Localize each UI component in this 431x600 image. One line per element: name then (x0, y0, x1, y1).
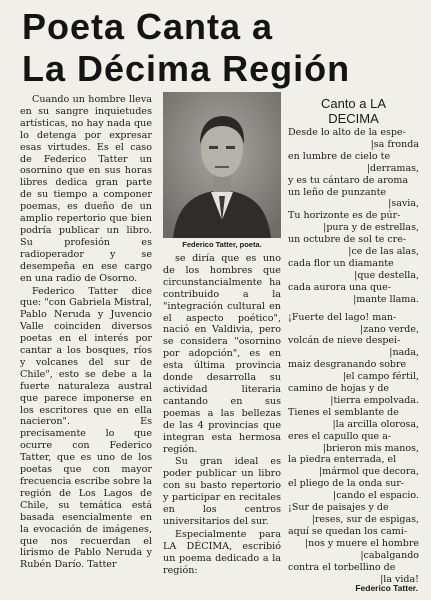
headline (22, 6, 422, 90)
poem-line: |ce de las alas, (348, 246, 419, 258)
poem-line: |reses, sur de espigas, (311, 514, 419, 525)
poem-title-line-1: Canto a LA (320, 96, 387, 111)
poem-line: un leño de punzante (288, 186, 387, 198)
poem-line: eres el capullo que a- (288, 430, 392, 442)
poem-line: el pliego de la onda sur- (288, 478, 405, 490)
poem-line: |la vida! (380, 573, 419, 585)
poem-line: y es tu cántaro de aroma (288, 174, 409, 186)
poem-line: |que destella, (354, 269, 419, 281)
headline-line-2: La Décima Región (22, 48, 351, 89)
article-paragraph: Su gran ideal es poder publicar un libro con su basto repertorio y participar en recitales en los centros universitarios del sur. (163, 456, 281, 527)
poem-line: |zano verde, (360, 323, 419, 335)
poem-body (288, 127, 419, 585)
poem-line: ¡Fuerte del lago! man- (288, 311, 397, 323)
poem-line: Tu horizonte es de púr- (288, 210, 401, 222)
poem-line: |tierra empolvada. (330, 394, 419, 406)
article-paragraph: se diría que es uno de los hombres que circunstancialmente ha contribuido a la "integración cultural en el aspecto poético", nació en Valdivia, pero se considera "osornino por adopción", es en esta última provincia donde desarrolla su actividad literaria cantando en sus poemas a las bellezas de las 4 provincias que integran esta hermosa región. (163, 253, 281, 455)
portrait-photo (163, 92, 281, 238)
article-column-1 (20, 94, 152, 571)
poem-line: Tienes el semblante de (288, 406, 399, 418)
poem-line: maiz desgranando sobre (288, 359, 407, 371)
poem-line: |la arcilla olorosa, (332, 418, 419, 430)
poem-line: |savia, (388, 198, 419, 210)
poem-line: |brieron mis manos, (322, 442, 419, 454)
poem-line: |sa fronda (370, 138, 419, 150)
poem-line: |cabalgando (360, 549, 419, 561)
poem-line: contra el torbellino de (288, 561, 396, 573)
poem-line: camino de hojas y de (288, 383, 390, 395)
poem-line: volcán de nieve despei- (288, 335, 401, 347)
article-paragraph: Federico Tatter dice que: "con Gabriela Mistral, Pablo Neruda y Juvencio Valle coinciden diversos poetas en el interés por cantar a los bosques, ríos y volcanes del sur de Chile", esto se debe a la fuerte naturaleza austral que parece imponerse en los escritores que en ella nacieron". Es precisamente lo que ocurre con Federico Tatter, que es uno de los poetas que con mayor frecuencia escribe sobre la región de Los Lagos de Chile, su temática está basada esencialmente en la evocación de imágenes, que nos recuerdan el lirismo de Pablo Neruda y Rubén Darío. Tatter (20, 285, 152, 571)
poem-line: un octubre de sol te cre- (288, 234, 407, 246)
poem-line: |derramas, (366, 162, 419, 174)
poem-line: |cando el espacio. (333, 490, 419, 502)
poem-line: en lumbre de cielo te (288, 150, 391, 162)
poem-line: |nada, (389, 347, 419, 359)
poem-line: cada aurora una que- (288, 281, 391, 293)
poem-line: |pura y de estrellas, (323, 222, 419, 234)
poem-line: |el campo fértil, (342, 371, 419, 383)
article-column-2 (163, 253, 281, 576)
portrait-image (163, 92, 281, 238)
poem-title-line-2: DECIMA (328, 111, 379, 126)
poem-line: Desde lo alto de la espe- (288, 127, 406, 138)
article-paragraph: Especialmente para LA DÉCIMA, escribió un poema dedicado a la región: (163, 528, 281, 576)
poem-line: aquí se quedan los cami- (288, 525, 408, 537)
poem-line: |mármol que decora, (318, 466, 419, 478)
poem-line: |mante llama. (353, 293, 419, 305)
headline-line-1: Poeta Canta a (22, 6, 274, 47)
poem-signature: Federico Tatter. (355, 583, 418, 593)
poem-line: cada flor un diamante (288, 257, 394, 269)
poem-title (286, 96, 421, 126)
photo-caption: Federico Tatter, poeta. (182, 240, 262, 249)
poem-line: ¡Sur de paisajes y de (288, 502, 389, 514)
poem-line: la piedra enterrada, el (288, 454, 397, 466)
article-paragraph: Cuando un hombre lleva en su sangre inquietudes artísticas, no hay nada que lo detenga por expresar esas virtudes. Es el caso de Federico Tatter un osornino que en sus horas libres dedica gran parte de su tiempo a componer poemas, es dueño de un amplio repertorio que bien podría publicar un libro. Su profesión es radioperador y se desempeña en ese cargo en una radio de Osorno. (20, 94, 152, 284)
poem-line: |nos y muere el hombre (304, 537, 419, 549)
